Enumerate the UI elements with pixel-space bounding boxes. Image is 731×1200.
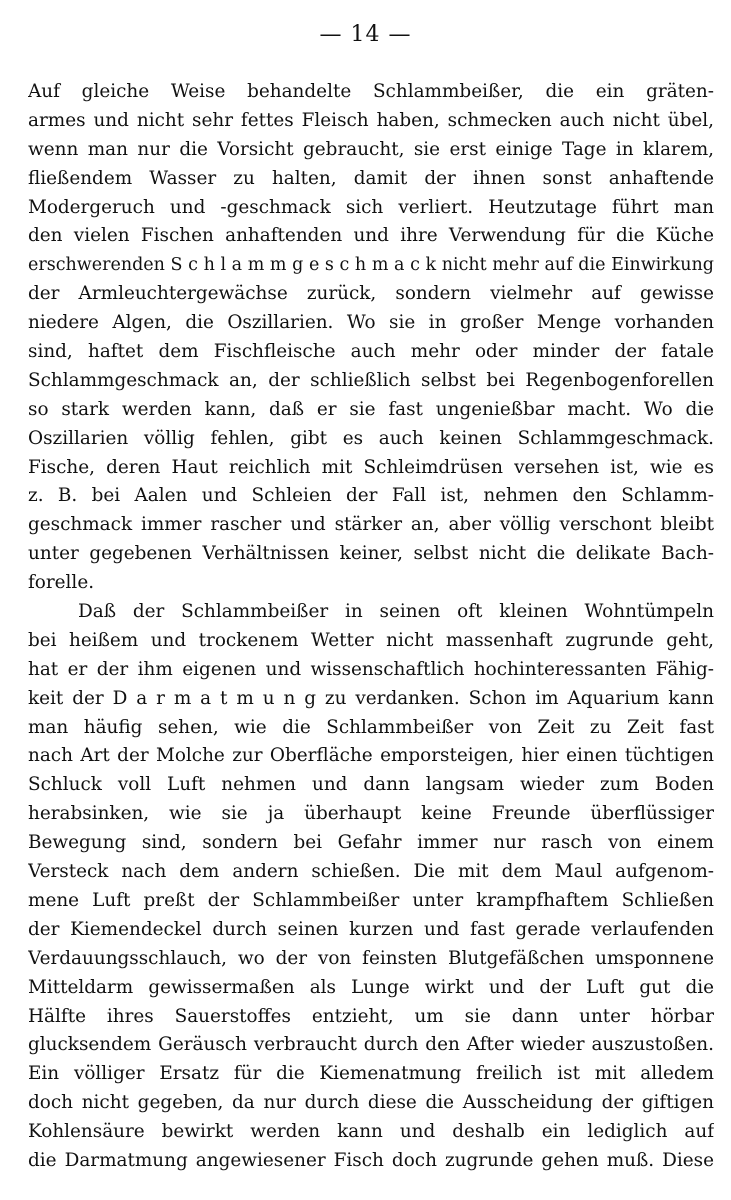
paragraph-end-line: forelle. — [28, 572, 95, 594]
text-line: Auf gleiche Weise behandelte Schlammbeißer, die ein gräten- — [28, 81, 714, 102]
text-line: hat er der ihm eigenen und wissenschaftlich hochinteressanten Fähig- — [28, 658, 714, 680]
text-line: glucksendem Geräusch verbraucht durch den After wieder auszustoßen. — [28, 1034, 714, 1056]
paragraph-start-line: Daß der Schlammbeißer in seinen oft kleinen Wohntümpeln — [78, 601, 714, 623]
text-line: wenn man nur die Vorsicht gebraucht, sie erst einige Tage in klarem, — [28, 138, 714, 160]
text-line: doch nicht gegeben, da nur durch diese die Ausscheidung der giftigen — [28, 1092, 714, 1114]
text-line: erschwerenden S c h l a m m g e s c h m a c k nicht mehr auf die Einwirkung — [28, 255, 714, 276]
text-line: Versteck nach dem andern schießen. Die mit dem Maul aufgenom- — [28, 861, 714, 883]
text-line: Ein völliger Ersatz für die Kiemenatmung freilich ist mit alledem — [28, 1063, 714, 1085]
text-line: Schlammgeschmack an, der schließlich selbst bei Regenbogenforellen — [28, 369, 714, 391]
text-line: unter gegebenen Verhältnissen keiner, selbst nicht die delikate Bach- — [28, 543, 714, 565]
text-line: den vielen Fischen anhaftenden und ihre Verwendung für die Küche — [28, 225, 714, 247]
text-line: sind, haftet dem Fischfleische auch mehr oder minder der fatale — [28, 341, 714, 363]
text-line: Modergeruch und -geschmack sich verliert. Heutzutage führt man — [28, 196, 714, 218]
text-line: Fische, deren Haut reichlich mit Schleimdrüsen versehen ist, wie es — [28, 456, 714, 478]
text-line: Hälfte ihres Sauerstoffes entzieht, um sie dann unter hörbar — [28, 1005, 714, 1027]
text-line: Bewegung sind, sondern bei Gefahr immer nur rasch von einem — [28, 832, 714, 854]
text-line: bei heißem und trockenem Wetter nicht massenhaft zugrunde geht, — [28, 629, 714, 651]
text-line: Kohlensäure bewirkt werden kann und deshalb ein lediglich auf — [28, 1121, 714, 1143]
text-line: nach Art der Molche zur Oberfläche emporsteigen, hier einen tüchtigen — [28, 745, 714, 767]
text-line: die Darmatmung angewiesener Fisch doch zugrunde gehen muß. Diese — [28, 1149, 714, 1171]
text-line: keit der D a r m a t m u n g zu verdanken. Schon im Aquarium kann — [28, 687, 714, 709]
text-line: man häufig sehen, wie die Schlammbeißer von Zeit zu Zeit fast — [28, 716, 714, 738]
text-line: Verdauungsschlauch, wo der von feinsten Blutgefäßchen umsponnene — [28, 947, 714, 969]
text-line: so stark werden kann, daß er sie fast ungenießbar macht. Wo die — [28, 398, 714, 420]
text-line: der Armleuchtergewächse zurück, sondern vielmehr auf gewisse — [28, 283, 714, 305]
text-line: mene Luft preßt der Schlammbeißer unter krampfhaftem Schließen — [28, 889, 714, 911]
text-line: niedere Algen, die Oszillarien. Wo sie in großer Menge vorhanden — [28, 312, 714, 334]
body-text — [28, 78, 714, 1176]
page-number: — 14 — — [319, 22, 412, 47]
text-line: Mitteldarm gewissermaßen als Lunge wirkt und der Luft gut die — [28, 976, 714, 998]
text-line: Oszillarien völlig fehlen, gibt es auch keinen Schlammgeschmack. — [28, 427, 714, 449]
text-line: Schluck voll Luft nehmen und dann langsam wieder zum Boden — [28, 774, 714, 796]
text-line: geschmack immer rascher und stärker an, aber völlig verschont bleibt — [28, 514, 714, 536]
text-line: armes und nicht sehr fettes Fleisch haben, schmecken auch nicht übel, — [28, 109, 714, 131]
text-line: herabsinken, wie sie ja überhaupt keine Freunde überflüssiger — [28, 803, 714, 825]
text-line: z. B. bei Aalen und Schleien der Fall ist, nehmen den Schlamm- — [28, 485, 714, 507]
text-line: fließendem Wasser zu halten, damit der ihnen sonst anhaftende — [28, 167, 714, 189]
text-line: der Kiemendeckel durch seinen kurzen und fast gerade verlaufenden — [28, 918, 714, 940]
